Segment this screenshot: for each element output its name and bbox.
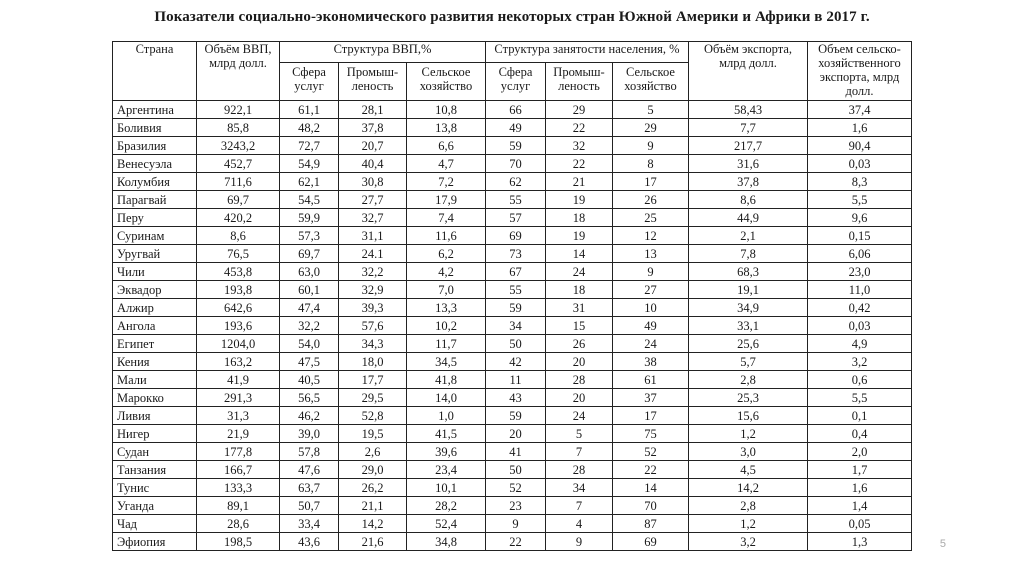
- cell-country: Перу: [113, 209, 197, 227]
- cell-gdp-industry: 32,9: [339, 281, 407, 299]
- cell-gdp: 452,7: [197, 155, 280, 173]
- cell-emp-services: 70: [486, 155, 546, 173]
- cell-emp-agriculture: 12: [613, 227, 689, 245]
- cell-export: 8,6: [689, 191, 808, 209]
- cell-gdp-agriculture: 10,2: [407, 317, 486, 335]
- cell-gdp-agriculture: 41,8: [407, 371, 486, 389]
- cell-emp-services: 59: [486, 137, 546, 155]
- cell-gdp: 198,5: [197, 533, 280, 551]
- cell-agri-export: 2,0: [808, 443, 912, 461]
- cell-gdp-services: 57,8: [280, 443, 339, 461]
- cell-gdp-industry: 17,7: [339, 371, 407, 389]
- cell-gdp-industry: 32,2: [339, 263, 407, 281]
- cell-export: 5,7: [689, 353, 808, 371]
- cell-country: Уганда: [113, 497, 197, 515]
- table-row: [113, 497, 912, 515]
- page-number: 5: [939, 538, 946, 550]
- cell-country: Ливия: [113, 407, 197, 425]
- cell-emp-industry: 5: [546, 425, 613, 443]
- cell-emp-agriculture: 13: [613, 245, 689, 263]
- cell-gdp-industry: 52,8: [339, 407, 407, 425]
- cell-emp-industry: 24: [546, 263, 613, 281]
- cell-emp-industry: 21: [546, 173, 613, 191]
- cell-emp-agriculture: 38: [613, 353, 689, 371]
- cell-emp-industry: 29: [546, 101, 613, 119]
- cell-country: Марокко: [113, 389, 197, 407]
- cell-emp-services: 73: [486, 245, 546, 263]
- cell-export: 2,8: [689, 371, 808, 389]
- cell-gdp-agriculture: 14,0: [407, 389, 486, 407]
- header-gdp-services: Сфера услуг: [280, 63, 339, 101]
- cell-emp-services: 59: [486, 407, 546, 425]
- cell-agri-export: 9,6: [808, 209, 912, 227]
- cell-export: 44,9: [689, 209, 808, 227]
- cell-gdp-services: 47,6: [280, 461, 339, 479]
- cell-export: 37,8: [689, 173, 808, 191]
- cell-country: Чили: [113, 263, 197, 281]
- cell-emp-services: 23: [486, 497, 546, 515]
- table-row: [113, 263, 912, 281]
- cell-country: Аргентина: [113, 101, 197, 119]
- table-row: [113, 479, 912, 497]
- cell-agri-export: 23,0: [808, 263, 912, 281]
- cell-emp-industry: 24: [546, 407, 613, 425]
- cell-export: 7,7: [689, 119, 808, 137]
- cell-emp-services: 55: [486, 281, 546, 299]
- table-row: [113, 209, 912, 227]
- cell-gdp-agriculture: 7,4: [407, 209, 486, 227]
- cell-emp-industry: 31: [546, 299, 613, 317]
- cell-gdp: 291,3: [197, 389, 280, 407]
- cell-agri-export: 0,05: [808, 515, 912, 533]
- cell-gdp-industry: 24.1: [339, 245, 407, 263]
- cell-emp-industry: 15: [546, 317, 613, 335]
- table-header: [113, 42, 912, 101]
- cell-emp-industry: 18: [546, 281, 613, 299]
- cell-gdp-services: 43,6: [280, 533, 339, 551]
- cell-gdp: 76,5: [197, 245, 280, 263]
- cell-gdp-agriculture: 7,2: [407, 173, 486, 191]
- table-row: [113, 389, 912, 407]
- cell-agri-export: 0,03: [808, 317, 912, 335]
- cell-gdp: 193,6: [197, 317, 280, 335]
- cell-gdp-agriculture: 6,2: [407, 245, 486, 263]
- cell-agri-export: 4,9: [808, 335, 912, 353]
- cell-country: Кения: [113, 353, 197, 371]
- cell-gdp-industry: 21,6: [339, 533, 407, 551]
- cell-gdp-industry: 39,3: [339, 299, 407, 317]
- cell-emp-services: 22: [486, 533, 546, 551]
- cell-emp-agriculture: 9: [613, 137, 689, 155]
- cell-gdp: 420,2: [197, 209, 280, 227]
- cell-emp-services: 59: [486, 299, 546, 317]
- cell-gdp-agriculture: 39,6: [407, 443, 486, 461]
- header-emp-services: Сфера услуг: [486, 63, 546, 101]
- table-row: [113, 443, 912, 461]
- cell-emp-industry: 34: [546, 479, 613, 497]
- table-row: [113, 335, 912, 353]
- cell-country: Нигер: [113, 425, 197, 443]
- header-gdp-industry: Промыш-леность: [339, 63, 407, 101]
- table-row: [113, 281, 912, 299]
- cell-gdp-agriculture: 34,5: [407, 353, 486, 371]
- cell-gdp-services: 32,2: [280, 317, 339, 335]
- cell-export: 2,8: [689, 497, 808, 515]
- cell-country: Чад: [113, 515, 197, 533]
- cell-emp-agriculture: 9: [613, 263, 689, 281]
- cell-gdp-agriculture: 10,8: [407, 101, 486, 119]
- cell-export: 1,2: [689, 425, 808, 443]
- cell-gdp-agriculture: 6,6: [407, 137, 486, 155]
- cell-agri-export: 0,6: [808, 371, 912, 389]
- cell-emp-services: 20: [486, 425, 546, 443]
- cell-export: 3,2: [689, 533, 808, 551]
- cell-gdp-industry: 27,7: [339, 191, 407, 209]
- cell-gdp-services: 57,3: [280, 227, 339, 245]
- cell-export: 25,3: [689, 389, 808, 407]
- cell-agri-export: 8,3: [808, 173, 912, 191]
- cell-agri-export: 5,5: [808, 191, 912, 209]
- cell-gdp: 711,6: [197, 173, 280, 191]
- cell-agri-export: 0,15: [808, 227, 912, 245]
- table-row: [113, 461, 912, 479]
- cell-gdp-services: 63,7: [280, 479, 339, 497]
- cell-gdp: 193,8: [197, 281, 280, 299]
- cell-gdp: 3243,2: [197, 137, 280, 155]
- cell-gdp-agriculture: 1,0: [407, 407, 486, 425]
- cell-gdp-industry: 18,0: [339, 353, 407, 371]
- cell-country: Мали: [113, 371, 197, 389]
- cell-export: 15,6: [689, 407, 808, 425]
- cell-agri-export: 0,1: [808, 407, 912, 425]
- cell-emp-industry: 4: [546, 515, 613, 533]
- cell-gdp-industry: 34,3: [339, 335, 407, 353]
- cell-emp-agriculture: 5: [613, 101, 689, 119]
- cell-country: Парагвай: [113, 191, 197, 209]
- header-employment-structure: Структура занятости населения, %: [486, 42, 689, 63]
- cell-emp-agriculture: 52: [613, 443, 689, 461]
- cell-export: 3,0: [689, 443, 808, 461]
- header-country: Страна: [113, 42, 197, 101]
- cell-export: 19,1: [689, 281, 808, 299]
- cell-gdp-services: 63,0: [280, 263, 339, 281]
- cell-export: 31,6: [689, 155, 808, 173]
- cell-gdp-agriculture: 4,2: [407, 263, 486, 281]
- cell-gdp: 922,1: [197, 101, 280, 119]
- indicators-table: [112, 41, 912, 551]
- table-row: [113, 299, 912, 317]
- cell-agri-export: 1,3: [808, 533, 912, 551]
- table-row: [113, 425, 912, 443]
- cell-gdp-agriculture: 7,0: [407, 281, 486, 299]
- cell-emp-industry: 7: [546, 497, 613, 515]
- cell-emp-agriculture: 49: [613, 317, 689, 335]
- table-row: [113, 407, 912, 425]
- cell-gdp-services: 33,4: [280, 515, 339, 533]
- cell-emp-agriculture: 70: [613, 497, 689, 515]
- header-emp-industry: Промыш-леность: [546, 63, 613, 101]
- cell-gdp-agriculture: 52,4: [407, 515, 486, 533]
- cell-country: Судан: [113, 443, 197, 461]
- cell-agri-export: 90,4: [808, 137, 912, 155]
- cell-gdp: 163,2: [197, 353, 280, 371]
- cell-emp-agriculture: 22: [613, 461, 689, 479]
- cell-emp-agriculture: 10: [613, 299, 689, 317]
- cell-emp-services: 11: [486, 371, 546, 389]
- cell-agri-export: 5,5: [808, 389, 912, 407]
- cell-emp-industry: 14: [546, 245, 613, 263]
- cell-gdp-services: 59,9: [280, 209, 339, 227]
- cell-gdp-services: 61,1: [280, 101, 339, 119]
- cell-gdp: 31,3: [197, 407, 280, 425]
- cell-emp-services: 52: [486, 479, 546, 497]
- table-row: [113, 173, 912, 191]
- cell-gdp-industry: 21,1: [339, 497, 407, 515]
- cell-agri-export: 0,4: [808, 425, 912, 443]
- cell-gdp: 21,9: [197, 425, 280, 443]
- cell-emp-industry: 32: [546, 137, 613, 155]
- cell-country: Алжир: [113, 299, 197, 317]
- cell-country: Боливия: [113, 119, 197, 137]
- cell-gdp-agriculture: 28,2: [407, 497, 486, 515]
- cell-export: 217,7: [689, 137, 808, 155]
- cell-gdp-services: 40,5: [280, 371, 339, 389]
- table-row: [113, 371, 912, 389]
- cell-gdp-services: 50,7: [280, 497, 339, 515]
- table-row: [113, 137, 912, 155]
- cell-country: Колумбия: [113, 173, 197, 191]
- cell-export: 4,5: [689, 461, 808, 479]
- cell-gdp-industry: 29,5: [339, 389, 407, 407]
- cell-gdp-agriculture: 23,4: [407, 461, 486, 479]
- table-row: [113, 155, 912, 173]
- cell-gdp: 85,8: [197, 119, 280, 137]
- cell-emp-services: 57: [486, 209, 546, 227]
- cell-emp-services: 69: [486, 227, 546, 245]
- header-gdp-agriculture: Сельское хозяйство: [407, 63, 486, 101]
- cell-gdp-agriculture: 13,3: [407, 299, 486, 317]
- cell-country: Суринам: [113, 227, 197, 245]
- table-body: [113, 101, 912, 551]
- cell-agri-export: 11,0: [808, 281, 912, 299]
- table-row: [113, 515, 912, 533]
- cell-gdp-services: 72,7: [280, 137, 339, 155]
- cell-export: 25,6: [689, 335, 808, 353]
- cell-export: 34,9: [689, 299, 808, 317]
- cell-agri-export: 3,2: [808, 353, 912, 371]
- cell-emp-agriculture: 75: [613, 425, 689, 443]
- cell-gdp-services: 69,7: [280, 245, 339, 263]
- cell-emp-industry: 19: [546, 227, 613, 245]
- cell-gdp: 177,8: [197, 443, 280, 461]
- cell-country: Эквадор: [113, 281, 197, 299]
- cell-gdp-agriculture: 34,8: [407, 533, 486, 551]
- cell-agri-export: 1,6: [808, 479, 912, 497]
- cell-emp-agriculture: 37: [613, 389, 689, 407]
- table-row: [113, 119, 912, 137]
- cell-emp-industry: 19: [546, 191, 613, 209]
- cell-emp-services: 50: [486, 461, 546, 479]
- cell-gdp-services: 47,5: [280, 353, 339, 371]
- cell-emp-services: 67: [486, 263, 546, 281]
- cell-emp-industry: 26: [546, 335, 613, 353]
- cell-country: Венесуэла: [113, 155, 197, 173]
- header-gdp-structure: Структура ВВП,%: [280, 42, 486, 63]
- cell-emp-services: 62: [486, 173, 546, 191]
- cell-emp-agriculture: 26: [613, 191, 689, 209]
- header-export: Объём экспорта, млрд долл.: [689, 42, 808, 101]
- table-row: [113, 227, 912, 245]
- cell-gdp: 8,6: [197, 227, 280, 245]
- cell-export: 33,1: [689, 317, 808, 335]
- table-row: [113, 317, 912, 335]
- cell-emp-services: 50: [486, 335, 546, 353]
- cell-country: Уругвай: [113, 245, 197, 263]
- cell-emp-agriculture: 25: [613, 209, 689, 227]
- cell-gdp-industry: 37,8: [339, 119, 407, 137]
- cell-gdp-agriculture: 11,6: [407, 227, 486, 245]
- table-row: [113, 245, 912, 263]
- cell-country: Тунис: [113, 479, 197, 497]
- cell-export: 1,2: [689, 515, 808, 533]
- cell-emp-agriculture: 14: [613, 479, 689, 497]
- cell-country: Бразилия: [113, 137, 197, 155]
- cell-gdp: 89,1: [197, 497, 280, 515]
- cell-emp-services: 66: [486, 101, 546, 119]
- cell-gdp-agriculture: 11,7: [407, 335, 486, 353]
- cell-agri-export: 0,03: [808, 155, 912, 173]
- cell-gdp: 28,6: [197, 515, 280, 533]
- cell-emp-agriculture: 27: [613, 281, 689, 299]
- cell-emp-agriculture: 24: [613, 335, 689, 353]
- cell-emp-industry: 20: [546, 389, 613, 407]
- cell-gdp-industry: 30,8: [339, 173, 407, 191]
- cell-gdp-industry: 26,2: [339, 479, 407, 497]
- cell-gdp-services: 62,1: [280, 173, 339, 191]
- cell-emp-industry: 18: [546, 209, 613, 227]
- cell-gdp-services: 60,1: [280, 281, 339, 299]
- cell-agri-export: 37,4: [808, 101, 912, 119]
- cell-emp-services: 43: [486, 389, 546, 407]
- cell-gdp-industry: 32,7: [339, 209, 407, 227]
- cell-agri-export: 0,42: [808, 299, 912, 317]
- cell-gdp-services: 54,0: [280, 335, 339, 353]
- cell-agri-export: 1,6: [808, 119, 912, 137]
- cell-emp-industry: 20: [546, 353, 613, 371]
- cell-emp-industry: 22: [546, 119, 613, 137]
- header-emp-agriculture: Сельское хозяйство: [613, 63, 689, 101]
- cell-emp-industry: 22: [546, 155, 613, 173]
- cell-country: Ангола: [113, 317, 197, 335]
- table-row: [113, 191, 912, 209]
- cell-gdp-industry: 31,1: [339, 227, 407, 245]
- cell-gdp: 69,7: [197, 191, 280, 209]
- cell-emp-services: 9: [486, 515, 546, 533]
- cell-emp-agriculture: 17: [613, 407, 689, 425]
- cell-gdp: 453,8: [197, 263, 280, 281]
- cell-gdp-services: 48,2: [280, 119, 339, 137]
- cell-country: Танзания: [113, 461, 197, 479]
- cell-emp-agriculture: 29: [613, 119, 689, 137]
- cell-export: 58,43: [689, 101, 808, 119]
- table-row: [113, 533, 912, 551]
- cell-emp-agriculture: 8: [613, 155, 689, 173]
- cell-agri-export: 1,4: [808, 497, 912, 515]
- cell-gdp: 41,9: [197, 371, 280, 389]
- cell-gdp-industry: 14,2: [339, 515, 407, 533]
- cell-agri-export: 1,7: [808, 461, 912, 479]
- cell-gdp-agriculture: 41,5: [407, 425, 486, 443]
- cell-emp-agriculture: 17: [613, 173, 689, 191]
- cell-gdp-services: 56,5: [280, 389, 339, 407]
- cell-emp-services: 55: [486, 191, 546, 209]
- cell-emp-industry: 9: [546, 533, 613, 551]
- indicators-table-container: [112, 41, 912, 551]
- cell-export: 7,8: [689, 245, 808, 263]
- cell-emp-agriculture: 87: [613, 515, 689, 533]
- cell-emp-services: 42: [486, 353, 546, 371]
- cell-emp-services: 49: [486, 119, 546, 137]
- cell-export: 68,3: [689, 263, 808, 281]
- cell-export: 14,2: [689, 479, 808, 497]
- cell-gdp-industry: 2,6: [339, 443, 407, 461]
- cell-gdp-services: 54,5: [280, 191, 339, 209]
- cell-emp-services: 41: [486, 443, 546, 461]
- cell-gdp: 1204,0: [197, 335, 280, 353]
- cell-gdp-industry: 19,5: [339, 425, 407, 443]
- cell-emp-industry: 7: [546, 443, 613, 461]
- cell-gdp-services: 54,9: [280, 155, 339, 173]
- cell-export: 2,1: [689, 227, 808, 245]
- cell-gdp-services: 47,4: [280, 299, 339, 317]
- cell-emp-services: 34: [486, 317, 546, 335]
- cell-gdp-services: 46,2: [280, 407, 339, 425]
- cell-gdp-agriculture: 17,9: [407, 191, 486, 209]
- header-agri-export: Объем сельско-хозяйственного экспорта, млрд долл.: [808, 42, 912, 101]
- cell-gdp: 642,6: [197, 299, 280, 317]
- cell-gdp: 166,7: [197, 461, 280, 479]
- cell-gdp-industry: 29,0: [339, 461, 407, 479]
- page-title: Показатели социально-экономического развития некоторых стран Южной Америки и Африки в 2017 г.: [154, 9, 870, 25]
- cell-country: Эфиопия: [113, 533, 197, 551]
- cell-gdp: 133,3: [197, 479, 280, 497]
- cell-emp-industry: 28: [546, 371, 613, 389]
- cell-gdp-industry: 57,6: [339, 317, 407, 335]
- cell-gdp-agriculture: 10,1: [407, 479, 486, 497]
- cell-emp-agriculture: 69: [613, 533, 689, 551]
- cell-country: Египет: [113, 335, 197, 353]
- table-row: [113, 353, 912, 371]
- table-row: [113, 101, 912, 119]
- cell-emp-industry: 28: [546, 461, 613, 479]
- cell-gdp-agriculture: 13,8: [407, 119, 486, 137]
- header-gdp: Объём ВВП, млрд долл.: [197, 42, 280, 101]
- cell-gdp-industry: 28,1: [339, 101, 407, 119]
- cell-gdp-agriculture: 4,7: [407, 155, 486, 173]
- cell-gdp-services: 39,0: [280, 425, 339, 443]
- cell-emp-agriculture: 61: [613, 371, 689, 389]
- cell-gdp-industry: 20,7: [339, 137, 407, 155]
- cell-agri-export: 6,06: [808, 245, 912, 263]
- cell-gdp-industry: 40,4: [339, 155, 407, 173]
